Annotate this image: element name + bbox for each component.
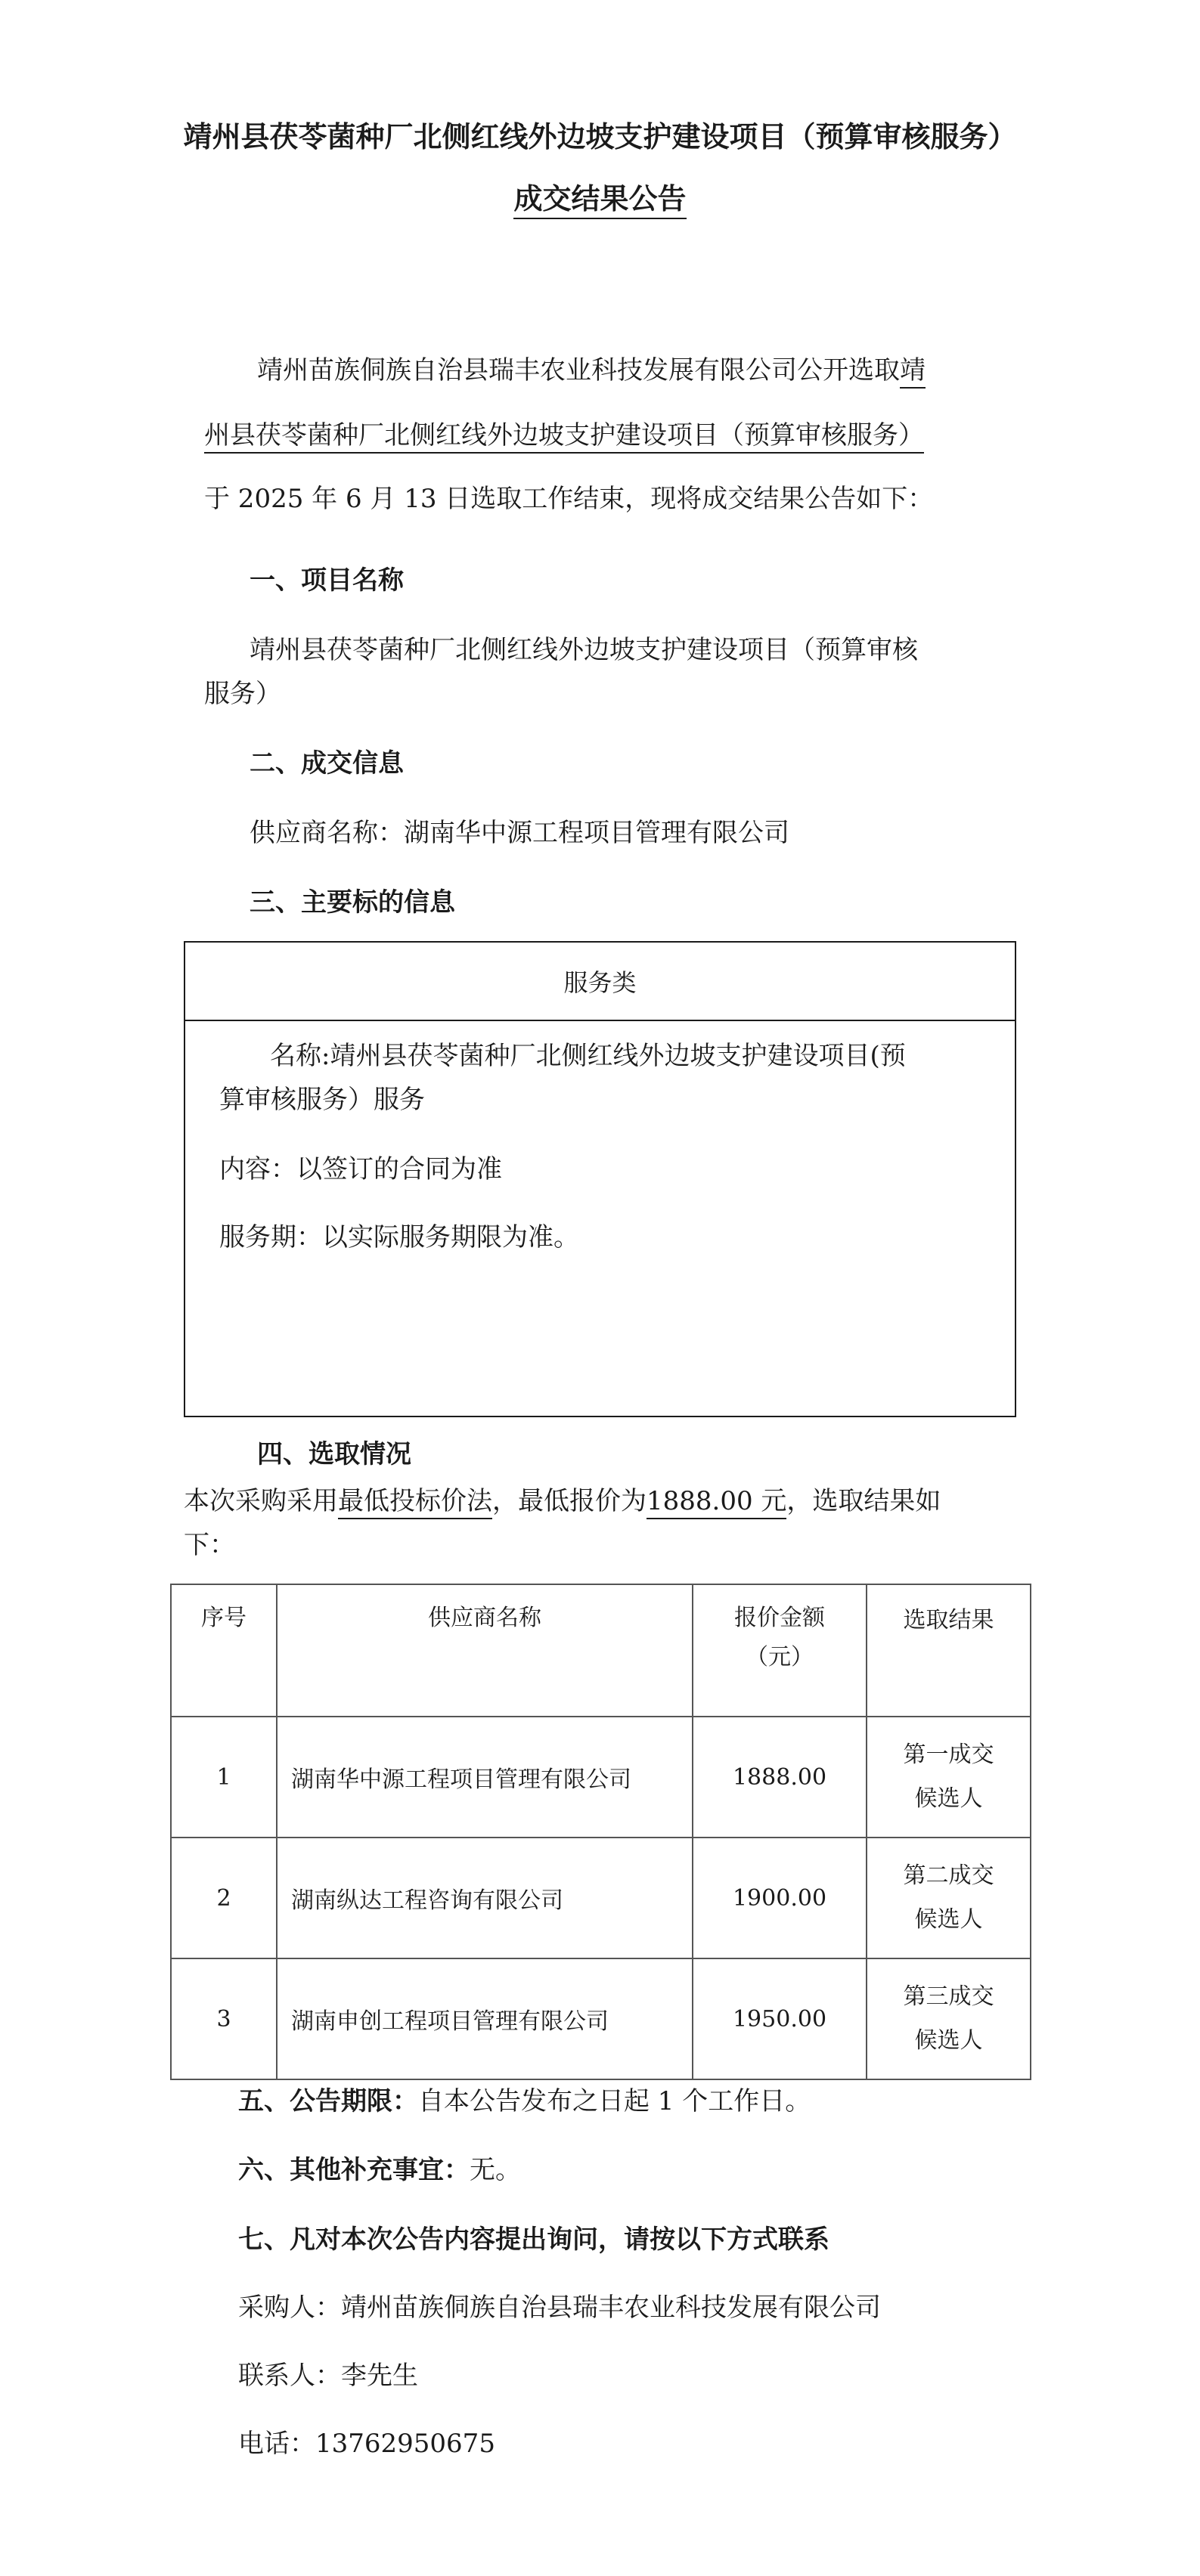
row-price: 1888.00: [693, 1717, 867, 1838]
row-price: 1950.00: [693, 1958, 867, 2079]
subject-name-line-1: 名称:靖州县茯苓菌种厂北侧红线外边坡支护建设项目(预: [270, 1041, 906, 1071]
purchaser: 采购人：靖州苗族侗族自治县瑞丰农业科技发展有限公司: [238, 2293, 881, 2323]
row-supplier: 湖南纵达工程咨询有限公司: [277, 1838, 693, 1958]
project-name-line-2: 服务）: [204, 679, 281, 709]
intro-line-2: [204, 414, 924, 451]
row-price: 1900.00: [693, 1838, 867, 1958]
row-no: 2: [171, 1838, 277, 1958]
section-5: [238, 2080, 811, 2117]
selection-results-table: [170, 1584, 1031, 2080]
section-6: [238, 2149, 521, 2186]
selection-method-line-2: 下：: [184, 1530, 235, 1560]
service-period: 服务期：以实际服务期限为准。: [219, 1222, 579, 1252]
table-row: [171, 1717, 1031, 1838]
page-title: 靖州县茯苓菌种厂北侧红线外边坡支护建设项目（预算审核服务）: [183, 119, 1017, 153]
row-no: 1: [171, 1717, 277, 1838]
section-5-label: 五、公告期限：: [238, 2086, 418, 2116]
subject-content: 内容：以签订的合同为准: [219, 1154, 502, 1184]
section-2-heading: 二、成交信息: [250, 748, 404, 779]
header-result: 选取结果: [867, 1584, 1031, 1717]
selection-method-line: 本次采购采用最低投标价法，最低报价为1888.00 元，选取结果如: [184, 1480, 941, 1517]
table-row: [171, 1958, 1031, 2079]
supplier-name: 供应商名称：湖南华中源工程项目管理有限公司: [250, 818, 789, 848]
header-supplier: 供应商名称: [277, 1584, 693, 1717]
section-6-text: 无。: [470, 2155, 521, 2185]
table-row: [171, 1838, 1031, 1958]
header-no: 序号: [171, 1584, 277, 1717]
row-result: 第三成交 候选人: [867, 1958, 1031, 2079]
section-7-heading: 七、凡对本次公告内容提出询问，请按以下方式联系: [238, 2225, 829, 2255]
row-result: 第一成交 候选人: [867, 1717, 1031, 1838]
row-result: 第二成交 候选人: [867, 1838, 1031, 1958]
row-no: 3: [171, 1958, 277, 2079]
box-header: 服务类: [185, 943, 1015, 1021]
row-supplier: 湖南申创工程项目管理有限公司: [277, 1958, 693, 2079]
project-link-start: 靖: [900, 355, 926, 389]
project-link: 州县茯苓菌种厂北侧红线外边坡支护建设项目（预算审核服务）: [204, 420, 924, 454]
intro-line-1: 靖州苗族侗族自治县瑞丰农业科技发展有限公司公开选取靖: [257, 349, 926, 386]
subject-info-box: [184, 941, 1016, 1417]
project-name-line-1: 靖州县茯苓菌种厂北侧红线外边坡支护建设项目（预算审核: [250, 635, 918, 665]
lowest-price: 1888.00 元: [647, 1486, 786, 1519]
page-subtitle: 成交结果公告: [0, 175, 1200, 217]
section-5-text: 自本公告发布之日起 1 个工作日。: [418, 2086, 811, 2116]
section-4-heading: 四、选取情况: [257, 1439, 411, 1469]
section-3-heading: 三、主要标的信息: [250, 887, 455, 918]
contact-person: 联系人：李先生: [238, 2361, 418, 2391]
section-1-heading: 一、项目名称: [250, 565, 404, 596]
subject-name-line-2: 算审核服务）服务: [219, 1085, 425, 1115]
phone: 电话：13762950675: [238, 2429, 495, 2459]
table-header-row: [171, 1584, 1031, 1717]
header-price: 报价金额 （元）: [693, 1584, 867, 1717]
row-supplier: 湖南华中源工程项目管理有限公司: [277, 1717, 693, 1838]
section-6-label: 六、其他补充事宜：: [238, 2155, 470, 2185]
intro-line-3: 于 2025 年 6 月 13 日选取工作结束，现将成交结果公告如下：: [204, 484, 934, 514]
selection-method: 最低投标价法: [338, 1486, 492, 1519]
